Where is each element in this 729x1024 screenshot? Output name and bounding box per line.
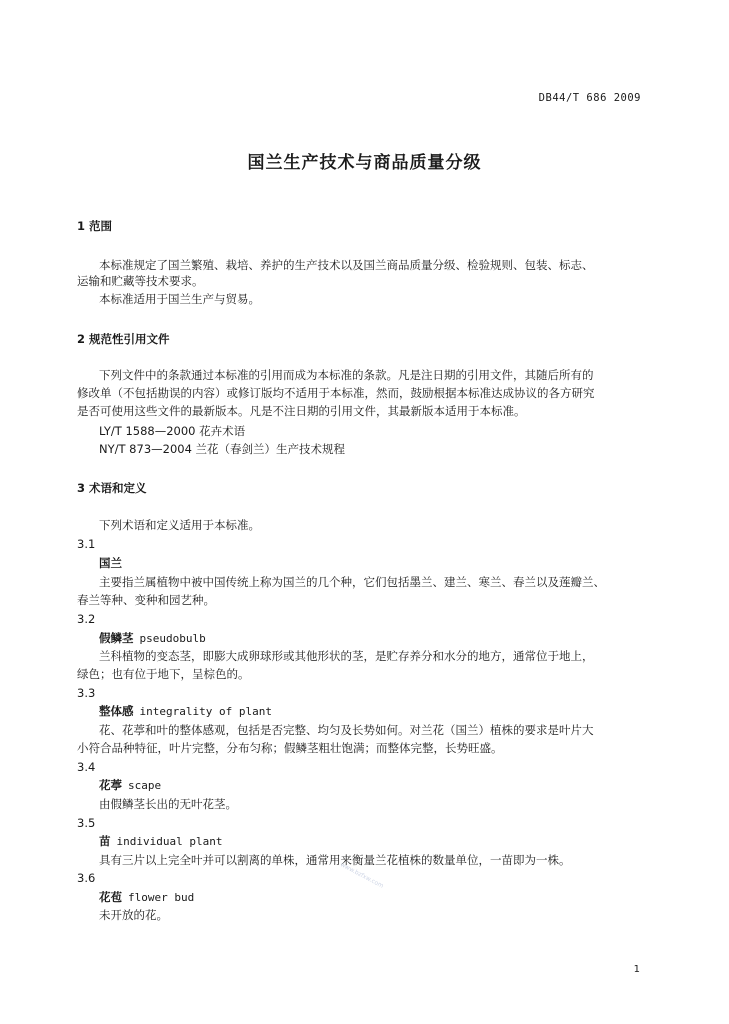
term-definition: 主要指兰属植物中被中国传统上称为国兰的几个种，它们包括墨兰、建兰、寒兰、春兰以及莲瓣兰、 — [99, 575, 605, 589]
term-definition: 具有三片以上完全叶并可以割离的单株，通常用来衡量兰花植株的数量单位，一苗即为一株。 — [99, 853, 571, 867]
term-name — [99, 834, 222, 849]
document-title: 国兰生产技术与商品质量分级 — [247, 153, 482, 173]
term-number: 3.3 — [77, 686, 96, 700]
term-name-en: integrality of plant — [139, 705, 272, 718]
term-name-en: flower bud — [128, 891, 195, 904]
term-name-en: scape — [128, 779, 162, 792]
section-1-paragraph-1: 本标准规定了国兰繁殖、栽培、养护的生产技术以及国兰商品质量分级、检验规则、包装、标志、 — [99, 258, 594, 272]
term-number: 3.2 — [77, 612, 96, 626]
term-definition-cont: 小符合品种特征，叶片完整，分布匀称；假鳞茎粗壮饱满；而整体完整，长势旺盛。 — [77, 741, 503, 755]
section-3-intro: 下列术语和定义适用于本标准。 — [99, 518, 260, 532]
section-3-heading: 3 术语和定义 — [77, 481, 147, 495]
term-definition: 由假鳞茎长出的无叶花茎。 — [99, 797, 237, 811]
term-definition: 花、花葶和叶的整体感观，包括是否完整、均匀及长势如何。对兰花（国兰）植株的要求是叶片大 — [99, 723, 594, 737]
term-number: 3.1 — [77, 537, 96, 551]
section-2-paragraph-1-cont-1: 修改单（不包括勘误的内容）或修订版均不适用于本标准，然而，鼓励根据本标准达成协议的各方研究 — [77, 386, 595, 400]
term-name-cn: 苗 — [99, 834, 111, 848]
section-2-paragraph-1-cont-2: 是否可使用这些文件的最新版本。凡是不注日期的引用文件，其最新版本适用于本标准。 — [77, 404, 526, 418]
term-name-cn: 假鳞茎 — [99, 631, 134, 645]
term-name-en: pseudobulb — [139, 632, 206, 645]
term-name-cn: 国兰 — [99, 556, 122, 570]
term-name-cn: 花苞 — [99, 890, 122, 904]
reference-2: NY/T 873—2004 兰花（春剑兰）生产技术规程 — [99, 442, 346, 456]
term-name-cn: 花葶 — [99, 778, 122, 792]
term-definition: 未开放的花。 — [99, 908, 168, 922]
term-name — [99, 631, 206, 646]
section-2-heading: 2 规范性引用文件 — [77, 332, 170, 346]
term-number: 3.6 — [77, 871, 96, 885]
term-name-cn: 整体感 — [99, 704, 134, 718]
standard-code: DB44/T 686 2009 — [538, 92, 641, 104]
section-1-paragraph-2: 本标准适用于国兰生产与贸易。 — [99, 292, 260, 306]
watermark-text: www.bzfxw.com — [339, 861, 385, 890]
term-number: 3.4 — [77, 760, 96, 774]
term-name — [99, 556, 122, 570]
section-1-paragraph-1-cont: 运输和贮藏等技术要求。 — [77, 274, 204, 288]
term-name-en: individual plant — [116, 835, 223, 848]
reference-1: LY/T 1588—2000 花卉术语 — [99, 424, 246, 438]
section-1-heading: 1 范围 — [77, 219, 113, 233]
term-definition: 兰科植物的变态茎，即膨大成卵球形或其他形状的茎，是贮存养分和水分的地方，通常位于地上， — [99, 649, 594, 663]
term-name — [99, 890, 194, 905]
section-2-paragraph-1: 下列文件中的条款通过本标准的引用而成为本标准的条款。凡是注日期的引用文件，其随后所有的 — [99, 368, 594, 382]
term-definition-cont: 春兰等种、变种和园艺种。 — [77, 593, 215, 607]
term-name — [99, 704, 272, 719]
term-name — [99, 778, 161, 793]
term-definition-cont: 绿色；也有位于地下，呈棕色的。 — [77, 667, 250, 681]
term-number: 3.5 — [77, 816, 96, 830]
page-number: 1 — [633, 964, 640, 975]
